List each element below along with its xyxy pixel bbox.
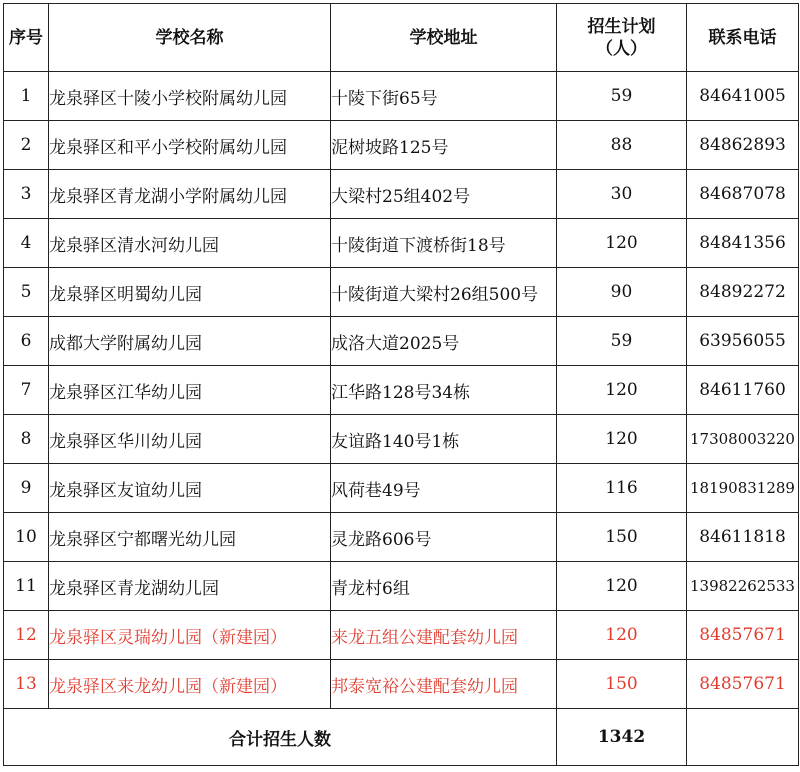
row-school-name: 龙泉驿区华川幼儿园 xyxy=(49,415,331,464)
row-phone: 63956055 xyxy=(687,317,799,366)
row-plan: 120 xyxy=(557,219,687,268)
row-phone: 17308003220 xyxy=(687,415,799,464)
row-school-address: 十陵下街65号 xyxy=(331,72,557,121)
row-no: 3 xyxy=(4,170,49,219)
row-no: 5 xyxy=(4,268,49,317)
row-no: 12 xyxy=(4,611,49,660)
row-school-name: 龙泉驿区来龙幼儿园（新建园） xyxy=(49,660,331,709)
row-school-name: 龙泉驿区灵瑞幼儿园（新建园） xyxy=(49,611,331,660)
row-plan: 116 xyxy=(557,464,687,513)
row-plan: 150 xyxy=(557,660,687,709)
row-school-address: 十陵街道大梁村26组500号 xyxy=(331,268,557,317)
table-row xyxy=(4,72,799,121)
row-school-name: 成都大学附属幼儿园 xyxy=(49,317,331,366)
row-no: 7 xyxy=(4,366,49,415)
row-no: 11 xyxy=(4,562,49,611)
row-school-name: 龙泉驿区明蜀幼儿园 xyxy=(49,268,331,317)
row-phone: 84857671 xyxy=(687,611,799,660)
table-row xyxy=(4,464,799,513)
header-no: 序号 xyxy=(4,4,49,72)
row-phone: 13982262533 xyxy=(687,562,799,611)
row-no: 2 xyxy=(4,121,49,170)
header-phone: 联系电话 xyxy=(687,4,799,72)
header-school-name: 学校名称 xyxy=(49,4,331,72)
table-row xyxy=(4,268,799,317)
row-school-address: 风荷巷49号 xyxy=(331,464,557,513)
row-school-address: 邦泰宽裕公建配套幼儿园 xyxy=(331,660,557,709)
table-row xyxy=(4,170,799,219)
row-school-name: 龙泉驿区清水河幼儿园 xyxy=(49,219,331,268)
row-school-address: 大梁村25组402号 xyxy=(331,170,557,219)
row-school-address: 江华路128号34栋 xyxy=(331,366,557,415)
row-no: 4 xyxy=(4,219,49,268)
total-value: 1342 xyxy=(557,709,687,766)
row-phone: 18190831289 xyxy=(687,464,799,513)
row-phone: 84857671 xyxy=(687,660,799,709)
row-no: 6 xyxy=(4,317,49,366)
row-school-name: 龙泉驿区和平小学校附属幼儿园 xyxy=(49,121,331,170)
row-school-address: 成洛大道2025号 xyxy=(331,317,557,366)
row-no: 8 xyxy=(4,415,49,464)
row-school-name: 龙泉驿区友谊幼儿园 xyxy=(49,464,331,513)
table-row xyxy=(4,219,799,268)
row-plan: 30 xyxy=(557,170,687,219)
row-school-address: 来龙五组公建配套幼儿园 xyxy=(331,611,557,660)
header-plan xyxy=(557,4,687,72)
enrollment-table xyxy=(3,3,799,766)
row-plan: 120 xyxy=(557,415,687,464)
row-plan: 88 xyxy=(557,121,687,170)
row-phone: 84641005 xyxy=(687,72,799,121)
row-no: 13 xyxy=(4,660,49,709)
row-school-address: 灵龙路606号 xyxy=(331,513,557,562)
row-no: 1 xyxy=(4,72,49,121)
row-school-address: 泥树坡路125号 xyxy=(331,121,557,170)
header-school-address: 学校地址 xyxy=(331,4,557,72)
row-plan: 120 xyxy=(557,611,687,660)
row-school-name: 龙泉驿区江华幼儿园 xyxy=(49,366,331,415)
table-row xyxy=(4,513,799,562)
table-row xyxy=(4,562,799,611)
row-phone: 84611760 xyxy=(687,366,799,415)
row-phone: 84862893 xyxy=(687,121,799,170)
row-school-name: 龙泉驿区青龙湖小学附属幼儿园 xyxy=(49,170,331,219)
row-phone: 84841356 xyxy=(687,219,799,268)
table-row-new xyxy=(4,660,799,709)
row-plan: 59 xyxy=(557,72,687,121)
row-school-name: 龙泉驿区宁都曙光幼儿园 xyxy=(49,513,331,562)
table-row xyxy=(4,121,799,170)
row-plan: 59 xyxy=(557,317,687,366)
table-row xyxy=(4,366,799,415)
total-row xyxy=(4,709,799,766)
row-no: 9 xyxy=(4,464,49,513)
row-school-name: 龙泉驿区十陵小学校附属幼儿园 xyxy=(49,72,331,121)
row-no: 10 xyxy=(4,513,49,562)
row-plan: 120 xyxy=(557,366,687,415)
row-school-address: 青龙村6组 xyxy=(331,562,557,611)
row-phone: 84687078 xyxy=(687,170,799,219)
row-school-address: 友谊路140号1栋 xyxy=(331,415,557,464)
table-row xyxy=(4,317,799,366)
row-school-name: 龙泉驿区青龙湖幼儿园 xyxy=(49,562,331,611)
header-plan-line2: （人） xyxy=(596,38,647,59)
row-school-address: 十陵街道下渡桥街18号 xyxy=(331,219,557,268)
row-phone: 84892272 xyxy=(687,268,799,317)
header-plan-line1: 招生计划 xyxy=(587,16,656,37)
table-row xyxy=(4,415,799,464)
total-label: 合计招生人数 xyxy=(4,709,557,766)
table-row-new xyxy=(4,611,799,660)
row-plan: 150 xyxy=(557,513,687,562)
table-header-row xyxy=(4,4,799,72)
row-phone: 84611818 xyxy=(687,513,799,562)
row-plan: 90 xyxy=(557,268,687,317)
total-phone-empty xyxy=(687,709,799,766)
row-plan: 120 xyxy=(557,562,687,611)
